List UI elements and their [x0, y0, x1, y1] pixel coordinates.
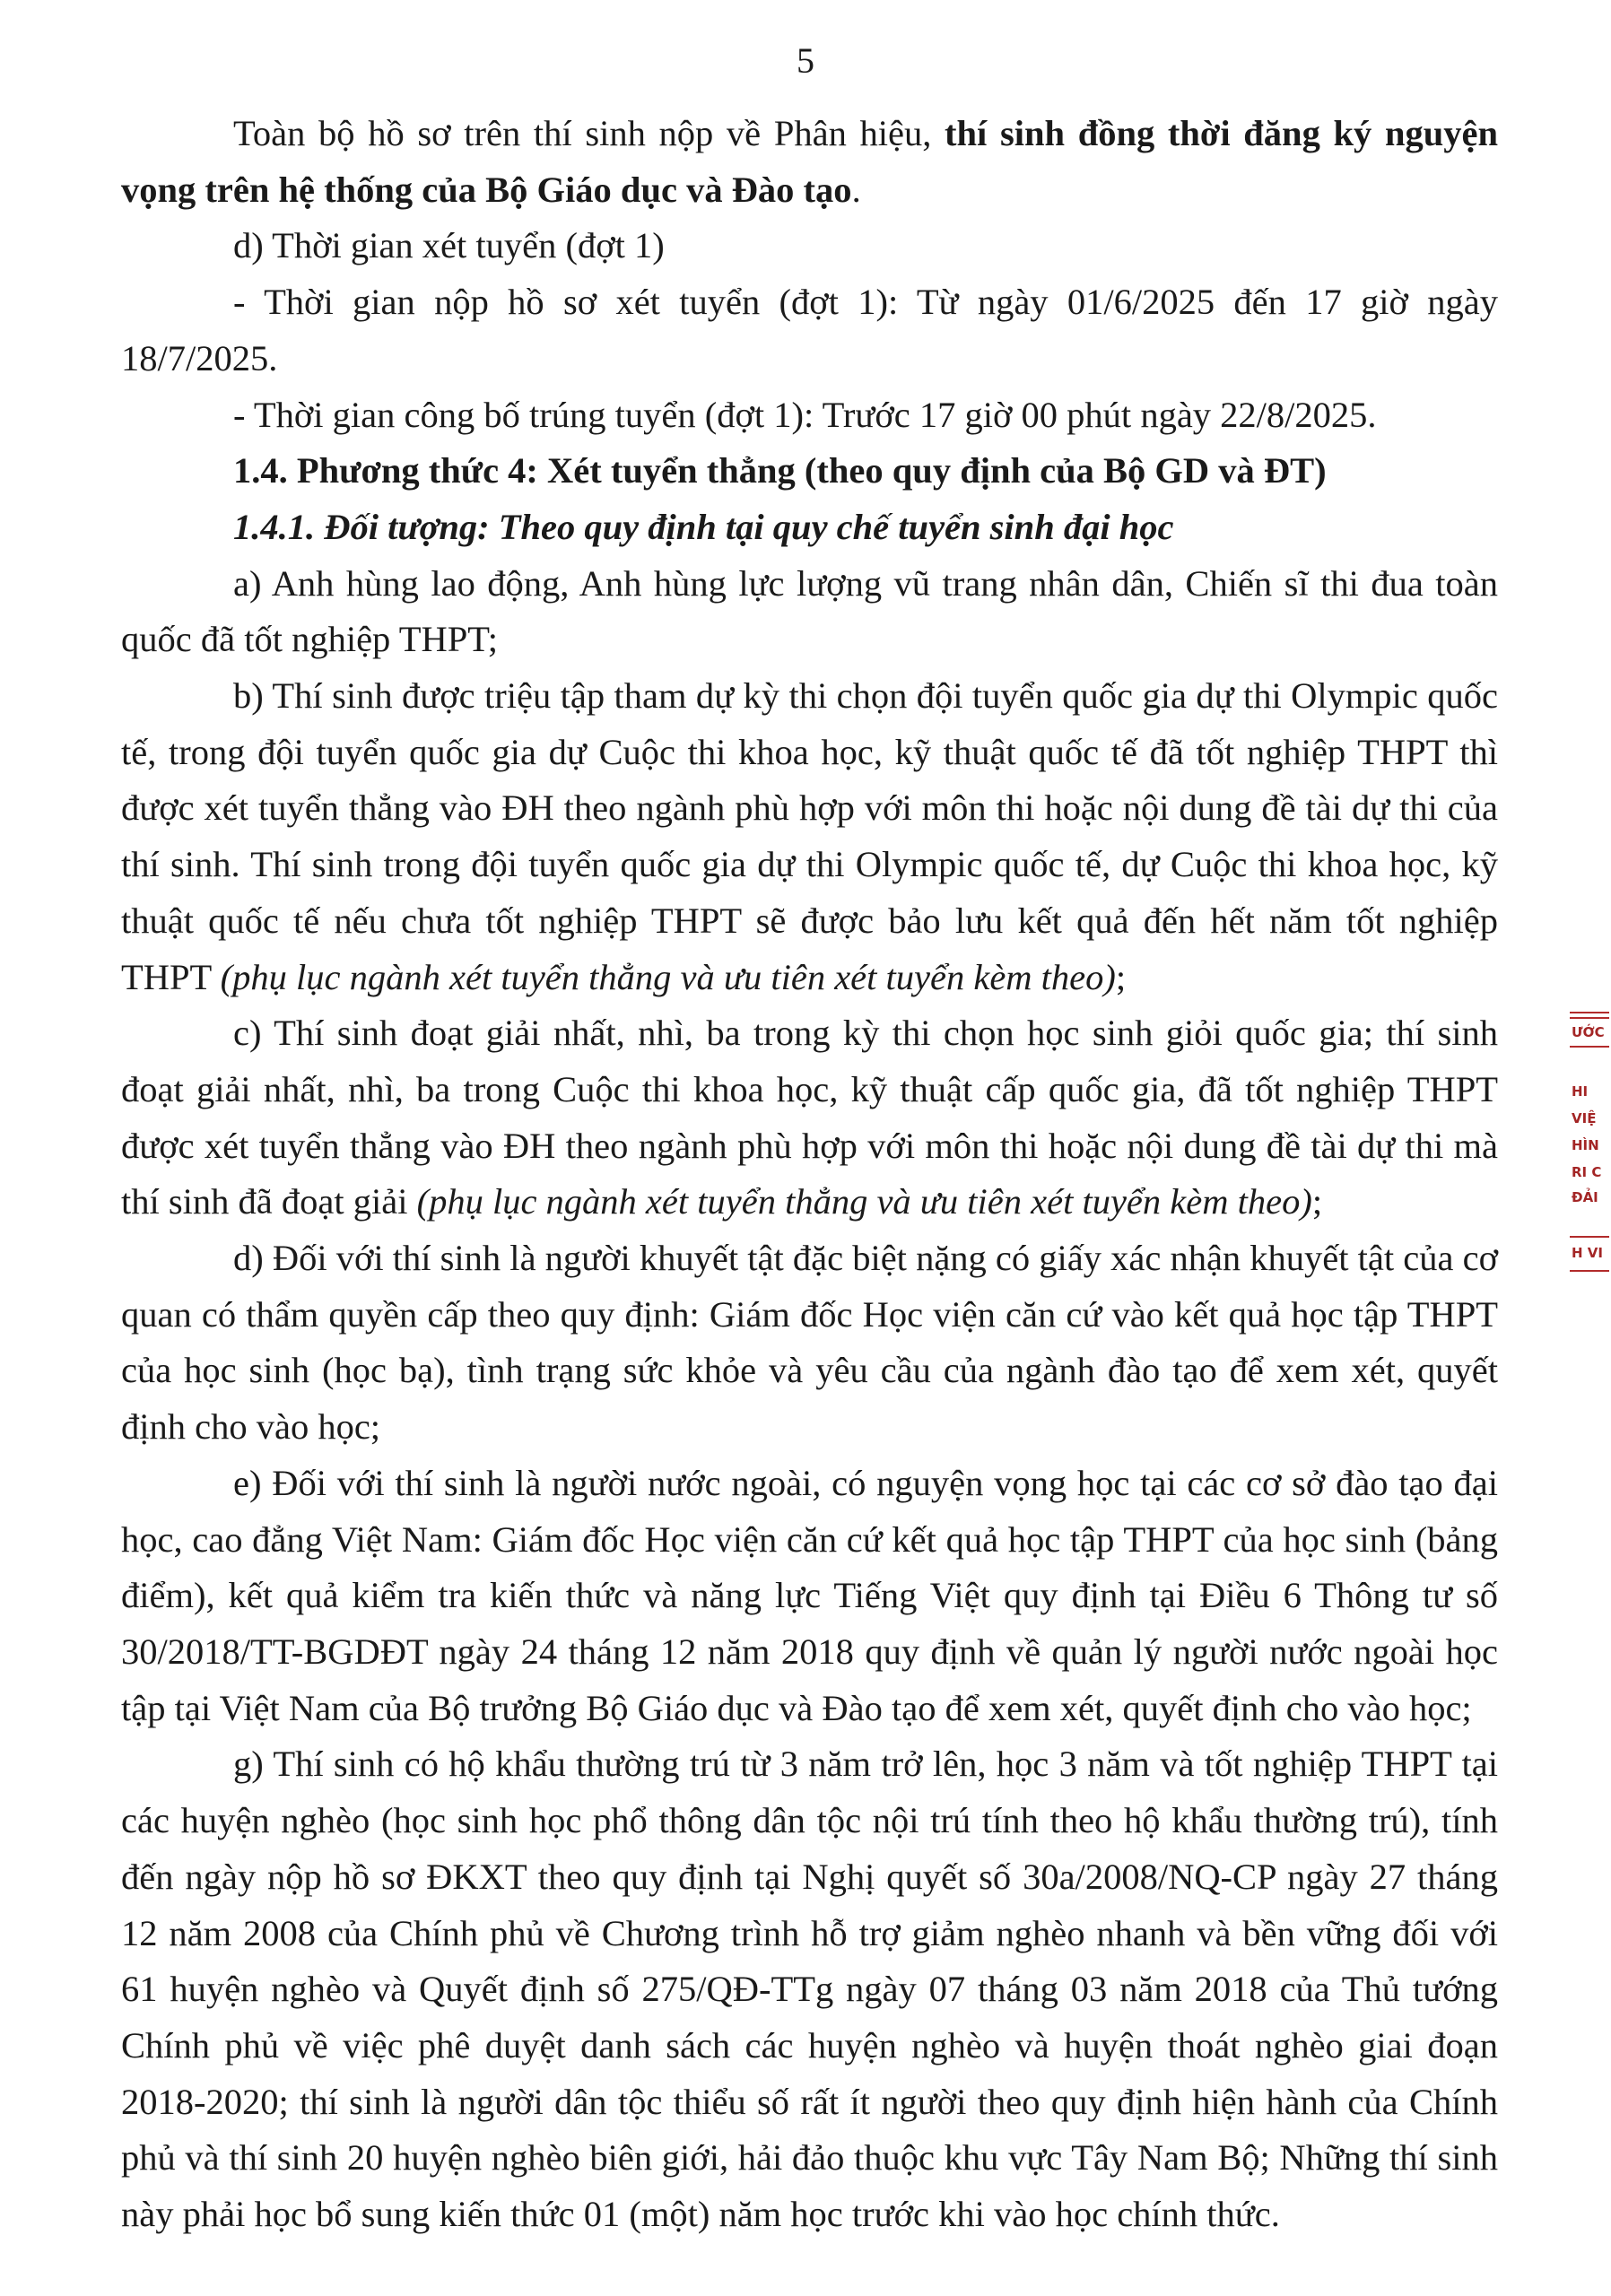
intro-bold-text: thí sinh đồng thời đăng ký nguyện vọng trên hệ thống của Bộ Giáo dục và Đào tạo	[121, 113, 1498, 210]
intro-end: .	[851, 169, 861, 210]
section-title: 1.4. Phương thức 4: Xét tuyển thẳng (theo quy định của Bộ GD và ĐT)	[233, 450, 1327, 491]
item-b-end: ;	[1115, 956, 1127, 997]
item-b	[121, 668, 1498, 1005]
item-c-text: c) Thí sinh đoạt giải nhất, nhì, ba trong kỳ thi chọn học sinh giỏi quốc gia; thí sinh đoạt giải nhất, nhì, ba trong Cuộc thi khoa học, kỹ thuật cấp quốc gia, đã tốt nghiệp THPT được xét tuyển thẳng vào ĐH theo ngành phù hợp với môn thi hoặc nội dung đề tài dự thi mà thí sinh đã đoạt giải	[121, 1013, 1498, 1222]
d-item-announcement: - Thời gian công bố trúng tuyển (đợt 1): Trước 17 giờ 00 phút ngày 22/8/2025.	[233, 394, 1377, 435]
item-g: g) Thí sinh có hộ khẩu thường trú từ 3 năm trở lên, học 3 năm và tốt nghiệp THPT tại các huyện nghèo (học sinh học phổ thông dân tộc nội trú tính theo hộ khẩu thường trú), tính đến ngày nộp hồ sơ ĐKXT theo quy định tại Nghị quyết số 30a/2008/NQ-CP ngày 27 tháng 12 năm 2008 của Chính phủ về Chương trình hỗ trợ giảm nghèo nhanh và bền vững đối với 61 huyện nghèo và Quyết định số 275/QĐ-TTg ngày 07 tháng 03 năm 2018 của Thủ tướng Chính phủ về việc phê duyệt danh sách các huyện nghèo và huyện thoát nghèo giai đoạn 2018-2020; thí sinh là người dân tộc thiểu số rất ít người theo quy định hiện hành của Chính phủ và thí sinh 20 huyện nghèo biên giới, hải đảo thuộc khu vực Tây Nam Bộ; Những thí sinh này phải học bổ sung kiến thức 01 (một) năm học trước khi vào học chính thức.	[121, 1744, 1498, 2235]
document-body	[121, 106, 1498, 2243]
item-c-italic: (phụ lục ngành xét tuyển thẳng và ưu tiên xét tuyển kèm theo)	[416, 1181, 1312, 1222]
item-d: d) Đối với thí sinh là người khuyết tật đặc biệt nặng có giấy xác nhận khuyết tật của cơ quan có thẩm quyền cấp theo quy định: Giám đốc Học viện căn cứ vào kết quả học tập THPT của học sinh (học bạ), tình trạng sức khỏe và yêu cầu của ngành đào tạo để xem xét, quyết định cho vào học;	[121, 1238, 1498, 1448]
stamp-text: HÌN	[1572, 1137, 1599, 1153]
d-item-submission: - Thời gian nộp hồ sơ xét tuyển (đợt 1): Từ ngày 01/6/2025 đến 17 giờ ngày 18/7/2025.	[121, 282, 1498, 378]
stamp-rule	[1570, 1017, 1609, 1019]
page-number: 5	[797, 40, 814, 81]
stamp-rule	[1570, 1270, 1609, 1272]
stamp-text: HI	[1572, 1083, 1589, 1100]
stamp-text: ƯỚC	[1572, 1024, 1605, 1040]
stamp-text: H VI	[1572, 1245, 1603, 1261]
red-stamp-fragment	[1568, 1004, 1611, 1300]
stamp-rule	[1570, 1046, 1609, 1048]
stamp-text: RI C	[1572, 1164, 1602, 1180]
subsection-text: : Theo quy định tại quy chế tuyển sinh đại học	[477, 506, 1174, 547]
item-c	[121, 1005, 1498, 1231]
stamp-rule	[1570, 1012, 1609, 1013]
subsection-label: 1.4.1. Đối tượng	[233, 506, 478, 547]
stamp-rule	[1570, 1236, 1609, 1238]
intro-text: Toàn bộ hồ sơ trên thí sinh nộp về Phân hiệu,	[233, 113, 945, 153]
item-e: e) Đối với thí sinh là người nước ngoài, có nguyện vọng học tại các cơ sở đào tạo đại học, cao đẳng Việt Nam: Giám đốc Học viện căn cứ kết quả học tập THPT của học sinh (bảng điểm), kết quả kiểm tra kiến thức và năng lực Tiếng Việt quy định tại Điều 6 Thông tư số 30/2018/TT-BGDĐT ngày 24 tháng 12 năm 2018 quy định về quản lý người nước ngoài học tập tại Việt Nam của Bộ trưởng Bộ Giáo dục và Đào tạo để xem xét, quyết định cho vào học;	[121, 1462, 1498, 1728]
d-heading: d) Thời gian xét tuyển (đợt 1)	[233, 225, 665, 266]
item-b-italic: (phụ lục ngành xét tuyển thẳng và ưu tiên xét tuyển kèm theo)	[220, 956, 1116, 997]
subsection-title	[121, 500, 1498, 556]
item-c-end: ;	[1311, 1181, 1323, 1222]
intro-paragraph	[121, 106, 1498, 218]
stamp-text: ĐẢI	[1572, 1189, 1598, 1205]
item-b-text: b) Thí sinh được triệu tập tham dự kỳ thi chọn đội tuyển quốc gia dự thi Olympic quốc tế, trong đội tuyển quốc gia dự Cuộc thi khoa học, kỹ thuật quốc tế đã tốt nghiệp THPT thì được xét tuyển thẳng vào ĐH theo ngành phù hợp với môn thi hoặc nội dung đề tài dự thi của thí sinh. Thí sinh trong đội tuyển quốc gia dự thi Olympic quốc tế, dự Cuộc thi khoa học, kỹ thuật quốc tế nếu chưa tốt nghiệp THPT sẽ được bảo lưu kết quả đến hết năm tốt nghiệp THPT	[121, 675, 1498, 997]
stamp-text: VIỆ	[1572, 1110, 1597, 1126]
item-a: a) Anh hùng lao động, Anh hùng lực lượng vũ trang nhân dân, Chiến sĩ thi đua toàn quốc đã tốt nghiệp THPT;	[121, 562, 1498, 660]
